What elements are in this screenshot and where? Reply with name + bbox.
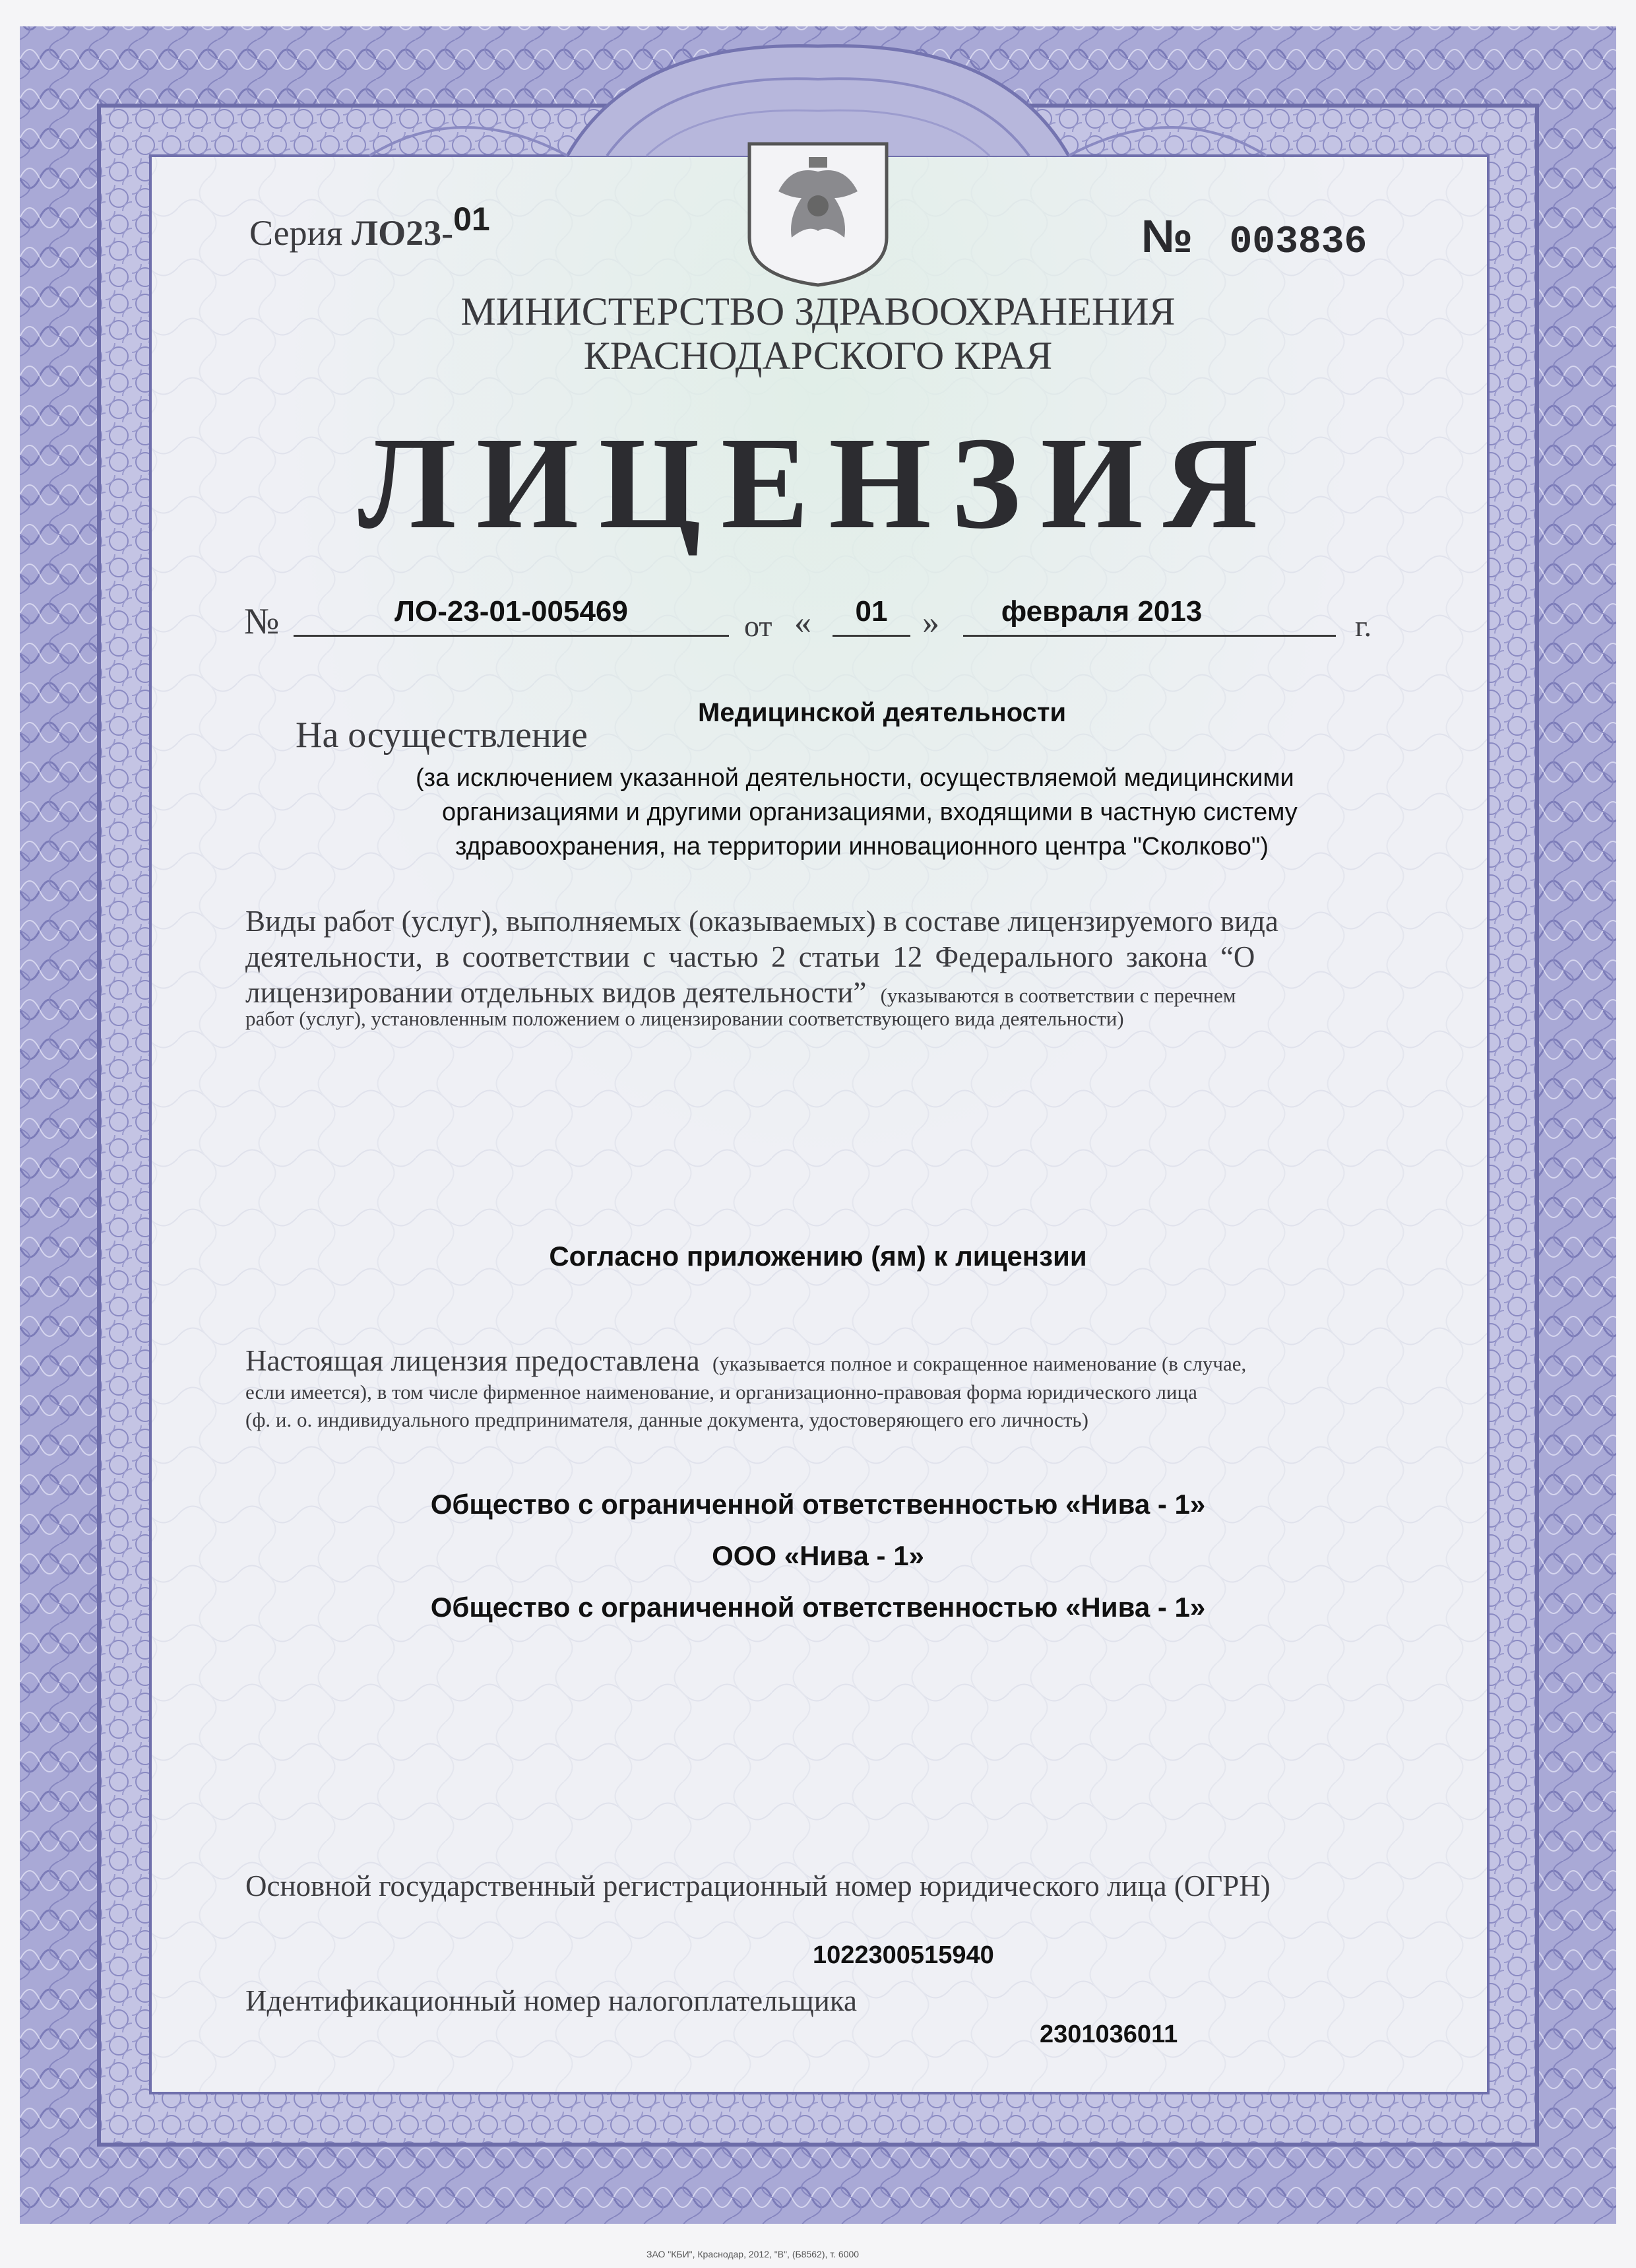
license-number-underline	[294, 635, 729, 637]
day-underline	[833, 635, 910, 637]
license-number: ЛО-23-01-005469	[394, 595, 628, 628]
ogrn-value: 1022300515940	[813, 1941, 994, 1969]
quote-open: «	[794, 604, 811, 641]
form-number	[1141, 210, 1367, 264]
activity-label: На осуществление	[296, 715, 588, 756]
license-month-year: февраля 2013	[1001, 595, 1203, 628]
license-number-symbol: №	[244, 601, 280, 642]
printer-imprint: ЗАО "КБИ", Краснодар, 2012, "В", (Б8562), т. 6000	[646, 2249, 860, 2259]
year-suffix: г.	[1355, 609, 1372, 643]
works-line-2: деятельности, в соответствии с частью 2 статьи 12 Федерального закона “О	[245, 940, 1255, 973]
grantee-note-line-3: (ф. и. о. индивидуального предпринимателя, данные документа, удостоверяющего его личность)	[245, 1408, 1088, 1431]
from-label: от	[744, 609, 772, 643]
grantee-intro-note: (указывается полное и сокращенное наименование (в случае,	[712, 1352, 1247, 1375]
document-title: ЛИЦЕНЗИЯ	[358, 410, 1278, 556]
grantee-intro	[245, 1344, 1246, 1378]
series-value: ЛО23-	[351, 213, 454, 253]
works-line-3-main: лицензировании отдельных видов деятельности”	[245, 976, 867, 1009]
number-symbol: №	[1141, 211, 1193, 262]
grantee-short-name: ООО «Нива - 1»	[712, 1540, 924, 1571]
license-day: 01	[855, 595, 888, 628]
grantee-intro-main: Настоящая лицензия предоставлена	[245, 1344, 700, 1377]
activity-name: Медицинской деятельности	[698, 698, 1067, 727]
works-line-1: Виды работ (услуг), выполняемых (оказываемых) в составе лицензируемого вида	[245, 905, 1278, 938]
works-line-3	[245, 975, 1236, 1010]
grantee-brand-name: Общество с ограниченной ответственностью «Нива - 1»	[430, 1592, 1206, 1623]
quote-close: »	[922, 604, 939, 641]
inn-value: 2301036011	[1040, 2021, 1178, 2048]
series-line	[249, 201, 490, 253]
ogrn-label: Основной государственный регистрационный номер юридического лица (ОГРН)	[245, 1869, 1271, 1902]
activity-note-line-3: здравоохранения, на территории инновационного центра "Сколково")	[455, 833, 1269, 860]
series-suffix: 01	[453, 201, 490, 238]
works-value: Согласно приложению (ям) к лицензии	[549, 1241, 1087, 1272]
ministry-line-2: КРАСНОДАРСКОГО КРАЯ	[583, 334, 1053, 377]
works-line-3-note: (указываются в соответствии с перечнем	[880, 984, 1236, 1007]
series-label: Серия	[249, 213, 343, 253]
grantee-note-line-2: если имеется), в том числе фирменное наименование, и организационно-правовая форма юридического лица	[245, 1380, 1197, 1404]
works-line-4-note: работ (услуг), установленным положением о лицензировании соответствующего вида деятельности)	[245, 1007, 1124, 1030]
inn-label: Идентификационный номер налогоплательщика	[245, 1984, 858, 2017]
grantee-full-name: Общество с ограниченной ответственностью «Нива - 1»	[430, 1489, 1206, 1520]
month-year-underline	[963, 635, 1336, 637]
activity-note-line-1: (за исключением указанной деятельности, осуществляемой медицинскими	[416, 764, 1294, 792]
number-value: 003836	[1229, 221, 1368, 264]
ministry-line-1: МИНИСТЕРСТВО ЗДРАВООХРАНЕНИЯ	[460, 290, 1176, 333]
activity-note-line-2: организациями и другими организациями, входящими в частную систему	[442, 798, 1298, 826]
coat-of-arms-icon	[749, 144, 887, 285]
